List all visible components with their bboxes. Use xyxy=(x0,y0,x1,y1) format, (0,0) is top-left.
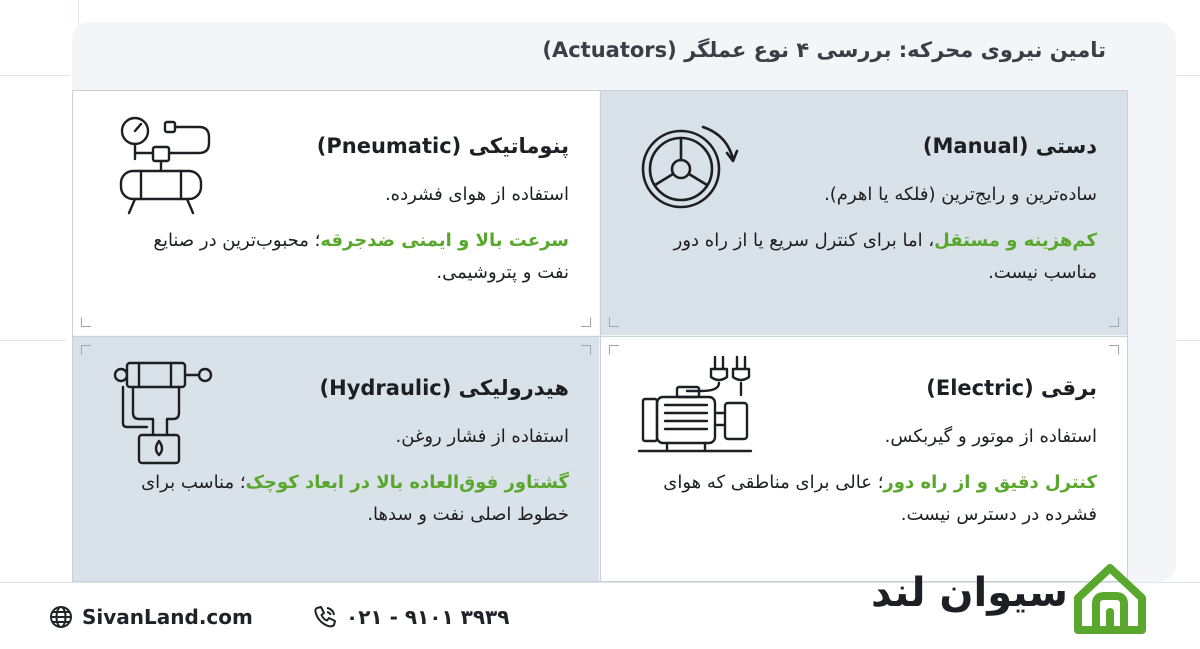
manual-highlight: کم‌هزینه و مستقل xyxy=(934,230,1097,251)
footer-website[interactable] xyxy=(48,604,253,630)
manual-text xyxy=(673,131,1097,289)
manual-note xyxy=(647,225,1097,289)
pneumatic-note xyxy=(119,225,569,289)
card-manual xyxy=(601,91,1127,335)
pneumatic-text xyxy=(149,131,569,289)
manual-body: ساده‌ترین و رایج‌ترین (فلکه یا اهرم). xyxy=(824,184,1097,205)
electric-note xyxy=(647,467,1097,531)
guide-line xyxy=(0,340,66,341)
hydraulic-note xyxy=(119,467,569,531)
house-logo-icon xyxy=(1070,558,1150,638)
card-hydraulic xyxy=(73,337,599,581)
guide-line xyxy=(0,75,70,76)
electric-text xyxy=(637,373,1097,531)
website-text: SivanLand.com xyxy=(82,605,253,629)
hydraulic-highlight: گشتاور فوق‌العاده بالا در ابعاد کوچک xyxy=(245,472,569,493)
hydraulic-title: هیدرولیکی (Hydraulic) xyxy=(319,376,569,400)
pneumatic-body: استفاده از هوای فشرده. xyxy=(384,184,569,205)
card-electric xyxy=(601,337,1127,581)
pneumatic-title: پنوماتیکی (Pneumatic) xyxy=(316,134,569,158)
phone-icon xyxy=(312,604,338,630)
pneumatic-highlight: سرعت بالا و ایمنی ضدجرقه xyxy=(320,230,569,251)
hydraulic-note-text: ؛ مناسب برای خطوط اصلی نفت و سدها. xyxy=(141,472,569,525)
manual-note-text: ، اما برای کنترل سریع یا از راه دور مناسب نیست. xyxy=(673,230,1097,283)
page-title: تامین نیروی محرکه: بررسی ۴ نوع عملگر (Actuators) xyxy=(542,38,1106,62)
manual-title: دستی (Manual) xyxy=(922,134,1097,158)
footer-phone[interactable] xyxy=(312,604,509,630)
electric-title: برقی (Electric) xyxy=(926,376,1097,400)
row-divider xyxy=(73,336,1127,337)
phone-text: ۰۲۱ - ۹۱۰۱ ۳۹۳۹ xyxy=(346,605,510,629)
globe-icon xyxy=(48,604,74,630)
brand-logo xyxy=(858,556,1158,642)
actuator-grid xyxy=(72,90,1128,582)
hydraulic-body: استفاده از فشار روغن. xyxy=(395,426,569,447)
electric-highlight: کنترل دقیق و از راه دور xyxy=(883,472,1097,493)
electric-body: استفاده از موتور و گیربکس. xyxy=(884,426,1097,447)
brand-name: سیوان لند xyxy=(871,570,1068,616)
title-bar xyxy=(72,22,1142,84)
card-pneumatic xyxy=(73,91,599,335)
hydraulic-text xyxy=(109,373,569,531)
pneumatic-note-text: ؛ محبوب‌ترین در صنایع نفت و پتروشیمی. xyxy=(153,230,569,283)
electric-note-text: ؛ عالی برای مناطقی که هوای فشرده در دسترس نیست. xyxy=(663,472,1097,525)
